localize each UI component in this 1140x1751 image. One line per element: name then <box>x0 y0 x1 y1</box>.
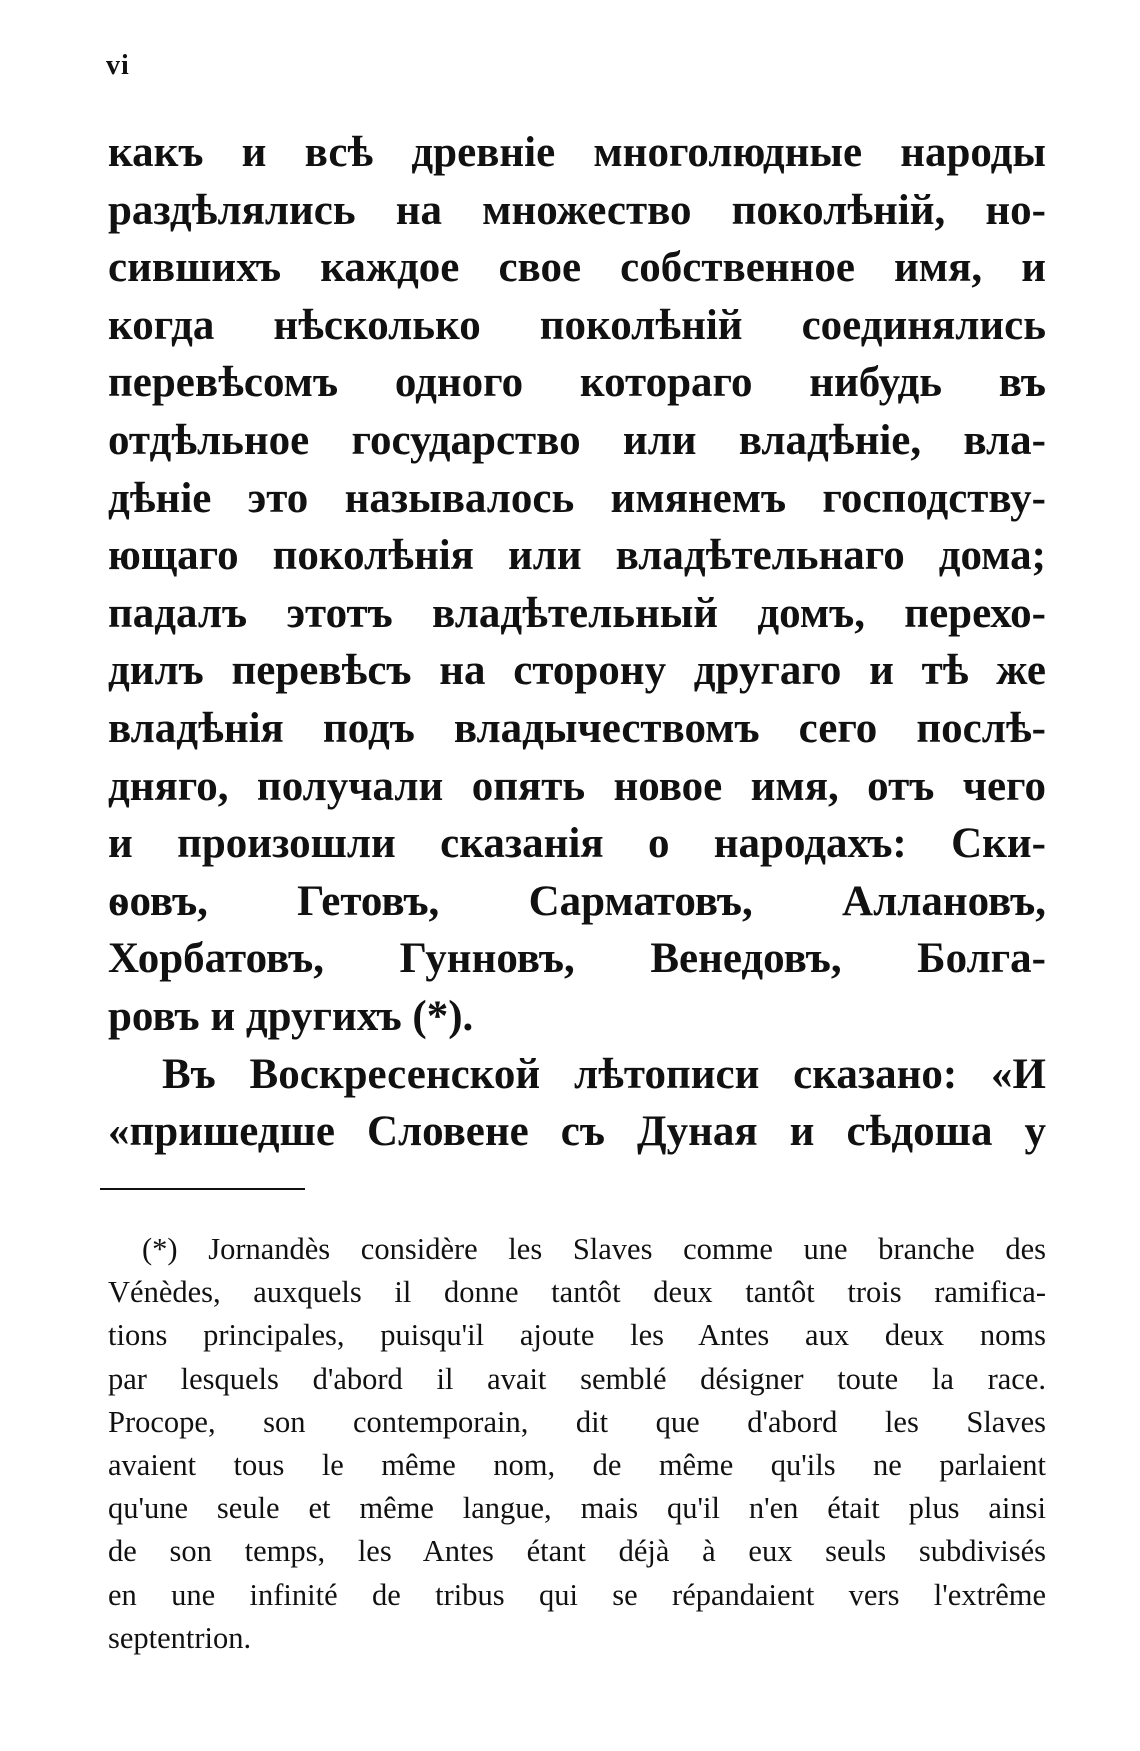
footnote-line: Procope, son contemporain, dit que d'abord les Slaves <box>108 1404 1046 1439</box>
text-line: ровъ и другихъ (*). <box>108 992 474 1040</box>
text-line: когда нѣсколько поколѣнiй соединялись <box>108 301 1046 349</box>
text-line: дилъ перевѣсъ на сторону другаго и тѣ же <box>108 647 1046 695</box>
text-line: владѣнiя подъ владычествомъ сего послѣ- <box>108 704 1046 752</box>
footnote-line: Vénèdes, auxquels il donne tantôt deux tantôt trois ramifica- <box>108 1275 1046 1310</box>
footnote-line: tions principales, puisqu'il ajoute les Antes aux deux noms <box>108 1318 1046 1353</box>
text-line: падалъ этотъ владѣтельный домъ, перехо- <box>108 589 1046 637</box>
text-line: отдѣльное государство или владѣнiе, вла- <box>108 416 1046 464</box>
text-line: и произошли сказанiя о народахъ: Ски- <box>108 820 1046 868</box>
text-line: Хорбатовъ, Гунновъ, Венедовъ, Болга- <box>108 935 1046 983</box>
text-line: сившихъ каждое свое собственное имя, и <box>108 244 1046 292</box>
footnote-line: avaient tous le même nom, de même qu'ils ne parlaient <box>108 1447 1046 1482</box>
footnote-divider <box>100 1188 305 1190</box>
footnote-line: (*) Jornandès considère les Slaves comme une branche des <box>142 1232 1046 1266</box>
page-number: vi <box>106 50 130 81</box>
footnote-line: septentrion. <box>108 1620 252 1655</box>
footnote-line: qu'une seule et même langue, mais qu'il n'en était plus ainsi <box>108 1491 1046 1526</box>
text-line: раздѣлялись на множество поколѣнiй, но- <box>108 186 1046 234</box>
text-line: ѳовъ, Гетовъ, Сарматовъ, Аллановъ, <box>108 877 1046 925</box>
main-text-block <box>108 124 1046 1161</box>
text-line: дняго, получали опять новое имя, отъ чего <box>108 762 1046 810</box>
footnote-line: par lesquels d'abord il avait semblé désigner toute la race. <box>108 1361 1046 1396</box>
text-line: дѣнiе это называлось имянемъ господству- <box>108 474 1046 522</box>
footnote-block <box>108 1228 1046 1660</box>
footnote-line: en une infinité de tribus qui se répandaient vers l'extrême <box>108 1577 1046 1612</box>
text-line: «пришедше Словене съ Дуная и сѣдоша у <box>108 1108 1046 1156</box>
text-line: ющаго поколѣнiя или владѣтельнаго дома; <box>108 532 1046 580</box>
footnote-line: de son temps, les Antes étant déjà à eux seuls subdivisés <box>108 1534 1046 1569</box>
text-line: Въ Воскресенской лѣтописи сказано: «И <box>162 1050 1046 1098</box>
text-line: какъ и всѣ древнiе многолюдные народы <box>108 129 1046 176</box>
text-line: перевѣсомъ одного котораго нибудь въ <box>108 359 1046 407</box>
